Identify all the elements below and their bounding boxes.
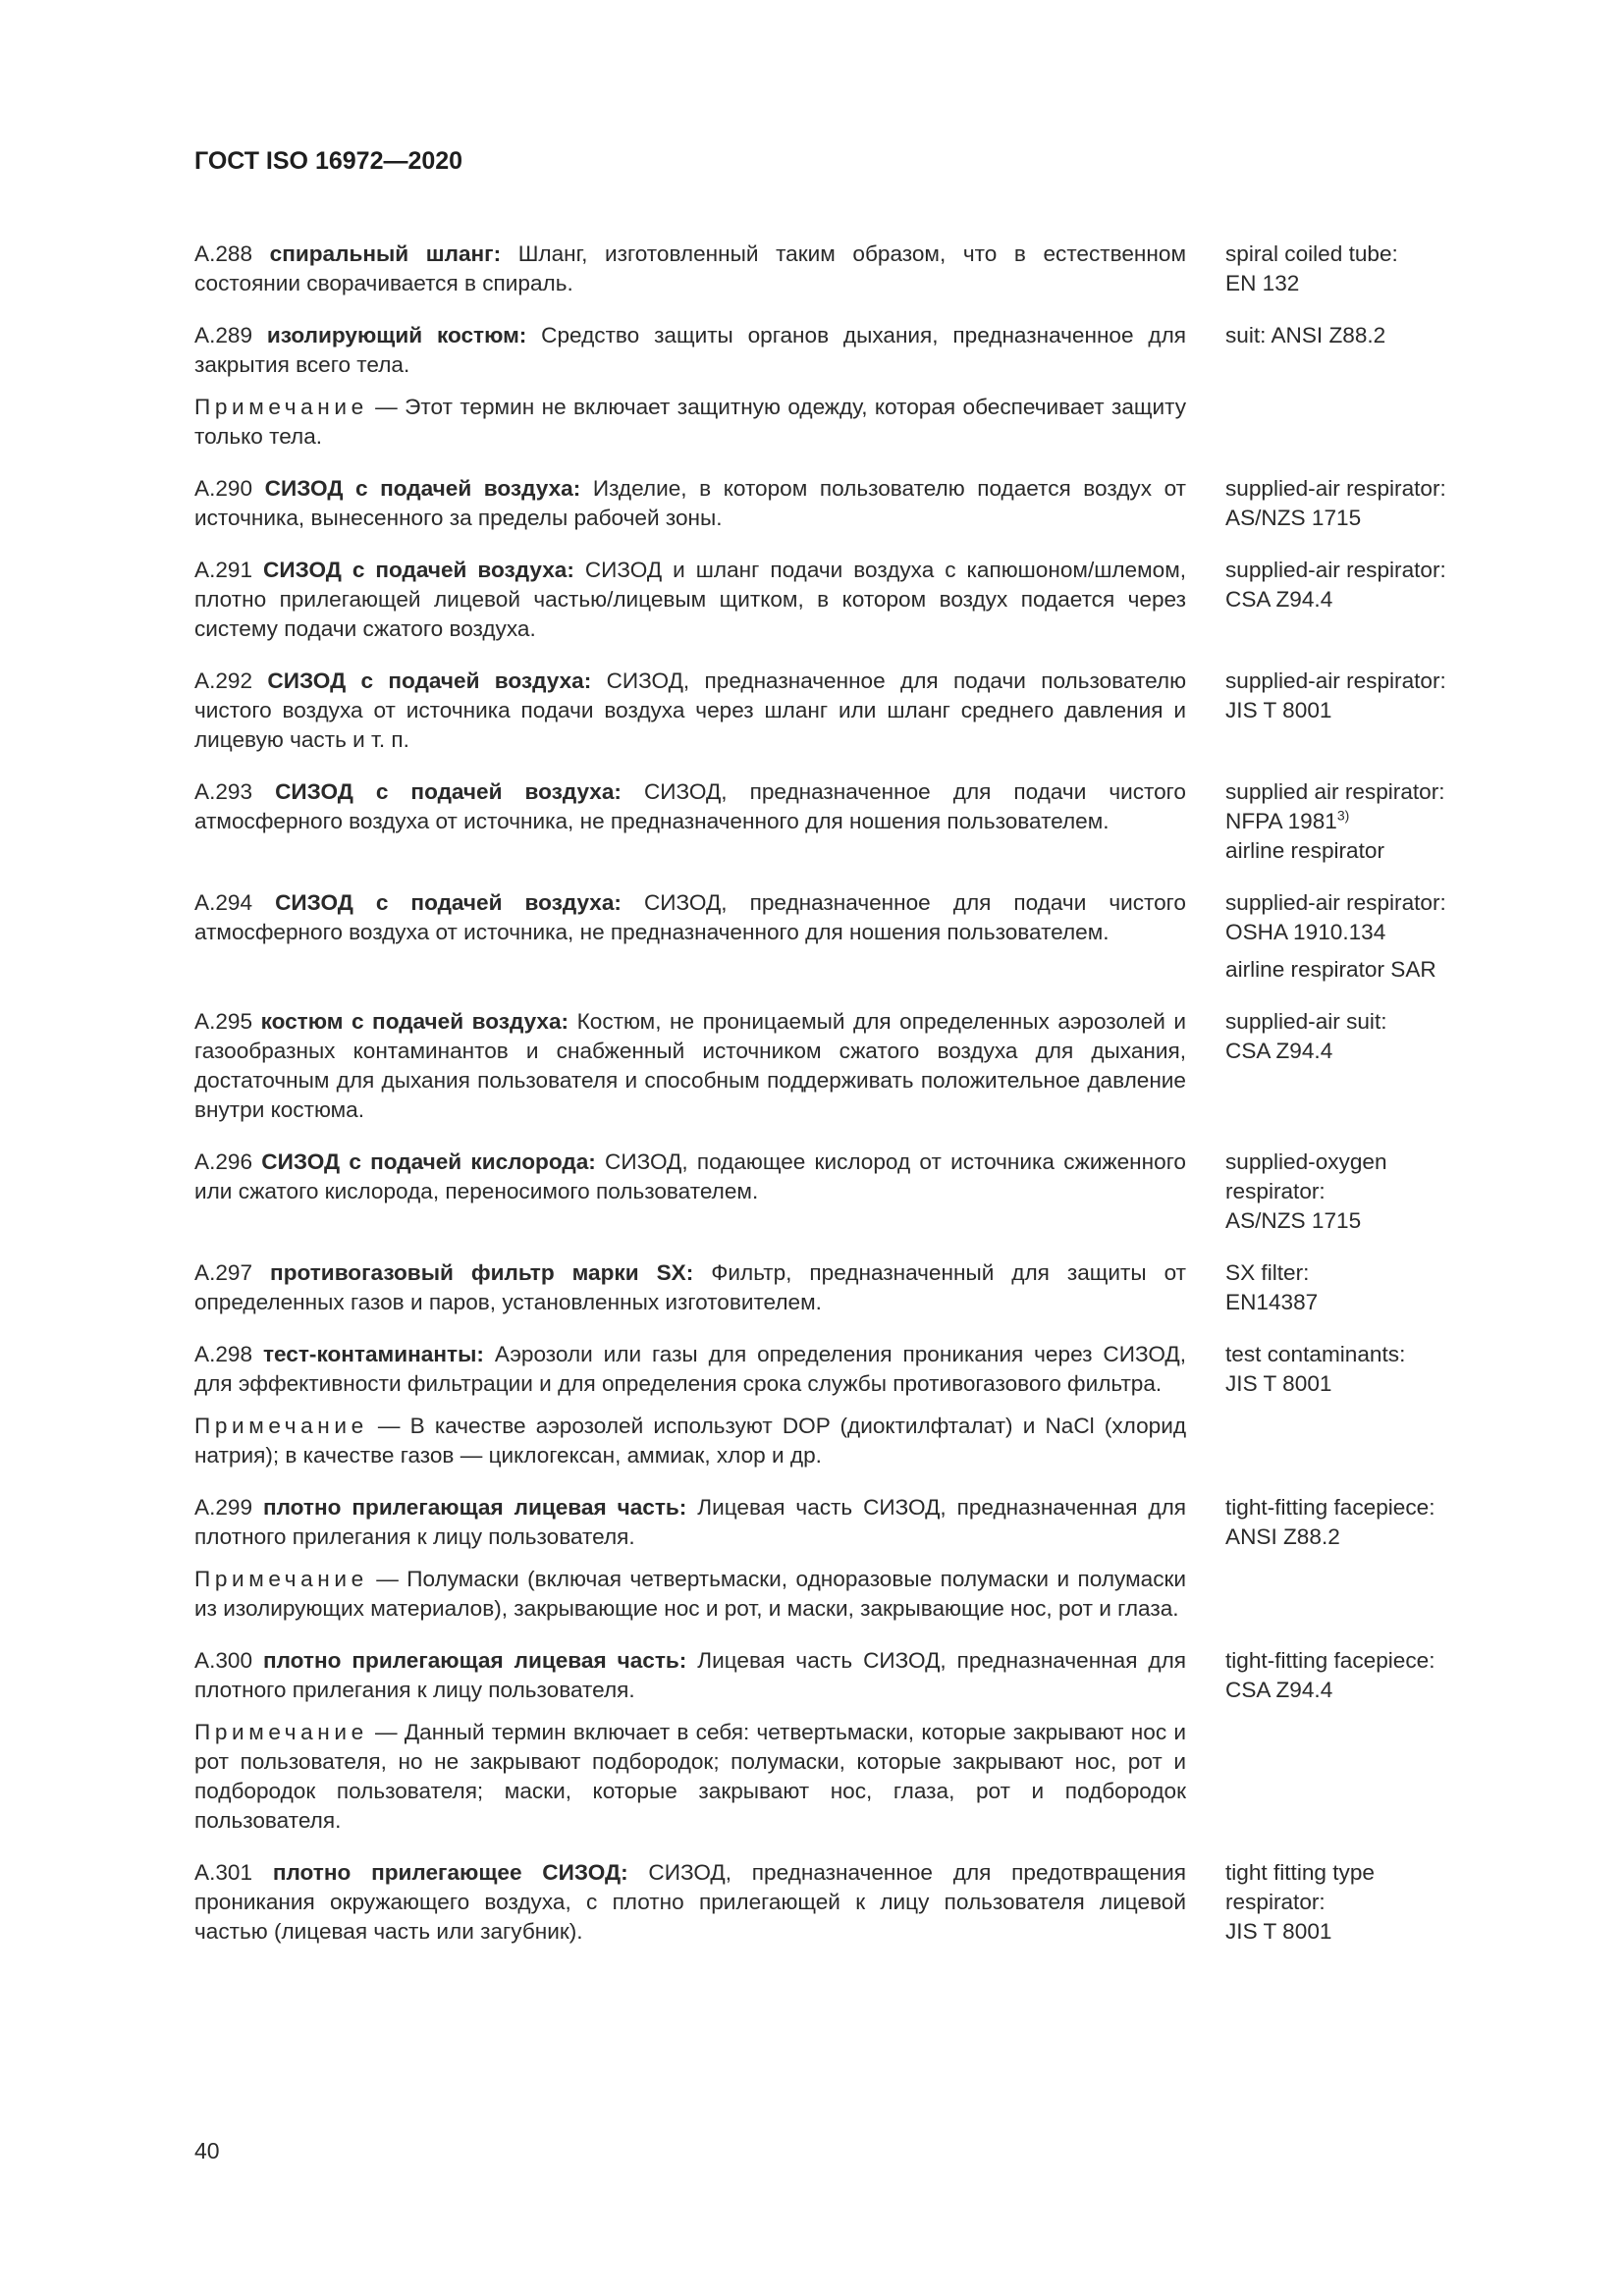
term-number: A.299: [194, 1495, 253, 1520]
term-definition: [194, 1258, 1186, 1317]
en-source: JIS T 8001: [1225, 1371, 1332, 1396]
note-label: Примечание: [194, 1414, 368, 1438]
term-definition: [194, 888, 1186, 985]
en-term-cont: respirator:: [1225, 1890, 1326, 1914]
term-text: Костюм, не проницаемый для определенных аэрозолей и газообразных контаминантов и снабженный источником сжатого воздуха для дыхания, достаточным для дыхания пользователя и способным поддерживать положительное давление внутри костюма.: [194, 1009, 1186, 1122]
note-text: — В качестве аэрозолей используют DOP (диоктилфталат) и NaCl (хлорид натрия); в качестве газов — циклогексан, аммиак, хлор и др.: [194, 1414, 1186, 1468]
term-entry-a291: [194, 556, 1490, 644]
english-equivalent: [1225, 667, 1490, 755]
term-name: плотно прилегающая лицевая часть:: [262, 1495, 687, 1520]
en-term: supplied-air respirator:: [1225, 558, 1446, 582]
term-name: СИЗОД с подачей воздуха:: [264, 476, 581, 501]
en-source: AS/NZS 1715: [1225, 1208, 1362, 1233]
term-name: противогазовый фильтр марки SX:: [270, 1260, 694, 1285]
term-entry-a288: [194, 240, 1490, 298]
term-definition: [194, 1148, 1186, 1236]
term-text: Средство защиты органов дыхания, предназначенное для закрытия всего тела.: [194, 323, 1186, 377]
en-term: tight-fitting facepiece:: [1225, 1648, 1435, 1673]
en-source: CSA Z94.4: [1225, 587, 1333, 612]
term-name: тест-контаминанты:: [262, 1342, 484, 1366]
note-text: — Этот термин не включает защитную одежду, которая обеспечивает защиту только тела.: [194, 395, 1186, 449]
english-equivalent: [1225, 777, 1490, 866]
english-equivalent: [1225, 321, 1490, 380]
en-term: SX filter:: [1225, 1260, 1310, 1285]
en-source: ANSI Z88.2: [1225, 1524, 1340, 1549]
term-text: Изделие, в котором пользователю подается воздух от источника, вынесенного за пределы рабочей зоны.: [194, 476, 1187, 530]
term-definition: [194, 474, 1186, 533]
term-number: A.292: [194, 668, 253, 693]
term-text: СИЗОД, предназначенное для предотвращения проникания окружающего воздуха, с плотно прилегающей к лицу пользователя лицевой частью (лицевая часть или загубник).: [194, 1860, 1186, 1944]
term-text: Лицевая часть СИЗОД, предназначенная для плотного прилегания к лицу пользователя.: [194, 1648, 1187, 1702]
term-definition: [194, 1007, 1186, 1125]
term-text: Фильтр, предназначенный для защиты от определенных газов и паров, установленных изготовителем.: [194, 1260, 1187, 1314]
en-source: AS/NZS 1715: [1225, 506, 1362, 530]
terms-list: [194, 240, 1490, 1969]
term-entry-a292: [194, 667, 1490, 755]
term-name: плотно прилегающая лицевая часть:: [262, 1648, 687, 1673]
term-name: спиральный шланг:: [269, 241, 502, 266]
english-equivalent: [1225, 1258, 1490, 1317]
term-number: A.294: [194, 890, 253, 915]
term-text: Аэрозоли или газы для определения проникания через СИЗОД, для эффективности фильтрации и для определения срока службы противогазового фильтра.: [194, 1342, 1187, 1396]
term-definition: [194, 1493, 1186, 1552]
en-term: supplied-air suit:: [1225, 1009, 1387, 1034]
note-label: Примечание: [194, 1567, 368, 1591]
term-text: СИЗОД и шланг подачи воздуха с капюшоном/шлемом, плотно прилегающей лицевой частью/лицевым щитком, в котором воздух подается через систему подачи сжатого воздуха.: [194, 558, 1187, 641]
en-source: EN14387: [1225, 1290, 1319, 1314]
term-number: A.293: [194, 779, 253, 804]
en-term: supplied-air respirator:: [1225, 890, 1446, 915]
term-entry-a294: [194, 888, 1490, 985]
term-entry-a295: [194, 1007, 1490, 1125]
en-term-alt: airline respirator SAR: [1225, 957, 1436, 982]
term-number: A.291: [194, 558, 253, 582]
en-term: supplied-oxygen: [1225, 1149, 1387, 1174]
term-definition: [194, 777, 1186, 866]
english-equivalent: [1225, 1007, 1490, 1125]
term-text: Шланг, изготовленный таким образом, что в естественном состоянии сворачивается в спираль.: [194, 241, 1186, 295]
term-definition: [194, 240, 1186, 298]
term-definition: [194, 1858, 1186, 1947]
term-number: A.289: [194, 323, 253, 347]
term-entry-a293: [194, 777, 1490, 866]
term-text: СИЗОД, предназначенное для подачи чистого атмосферного воздуха от источника, не предназначенного для ношения пользователем.: [194, 890, 1186, 944]
term-number: A.297: [194, 1260, 253, 1285]
note: [194, 393, 1186, 452]
note-label: Примечание: [194, 395, 368, 419]
term-definition: [194, 556, 1186, 644]
en-source: JIS T 8001: [1225, 1919, 1332, 1944]
english-equivalent: [1225, 1493, 1490, 1552]
term-name: СИЗОД с подачей воздуха:: [275, 890, 622, 915]
english-equivalent: [1225, 888, 1490, 985]
english-equivalent: [1225, 240, 1490, 298]
term-number: A.301: [194, 1860, 253, 1885]
term-entry-a296: [194, 1148, 1490, 1236]
english-equivalent: [1225, 1646, 1490, 1705]
en-term: supplied-air respirator:: [1225, 476, 1446, 501]
note-text: — Полумаски (включая четвертьмаски, одноразовые полумаски и полумаски из изолирующих материалов), закрывающие нос и рот, и маски, закрывающие нос, рот и глаза.: [194, 1567, 1186, 1621]
page-header: ГОСТ ISO 16972—2020: [194, 147, 463, 175]
en-source: OSHA 1910.134: [1225, 920, 1386, 944]
en-term-cont: respirator:: [1225, 1179, 1326, 1203]
english-equivalent: [1225, 474, 1490, 533]
term-number: A.298: [194, 1342, 253, 1366]
term-text: СИЗОД, предназначенное для подачи чистого атмосферного воздуха от источника, не предназначенного для ношения пользователем.: [194, 779, 1186, 833]
term-text: Лицевая часть СИЗОД, предназначенная для плотного прилегания к лицу пользователя.: [194, 1495, 1187, 1549]
term-definition: [194, 667, 1186, 755]
en-term-alt: airline respirator: [1225, 838, 1384, 863]
term-number: A.300: [194, 1648, 253, 1673]
term-entry-a289: [194, 321, 1490, 380]
footnote-ref: 3): [1336, 807, 1350, 824]
en-term: supplied air respirator:: [1225, 779, 1445, 804]
term-entry-a300: [194, 1646, 1490, 1705]
en-term: test contaminants:: [1225, 1342, 1406, 1366]
en-term: tight-fitting facepiece:: [1225, 1495, 1435, 1520]
term-name: костюм с подачей воздуха:: [260, 1009, 569, 1034]
note-label: Примечание: [194, 1720, 368, 1744]
term-entry-a290: [194, 474, 1490, 533]
note: [194, 1565, 1186, 1624]
term-name: СИЗОД с подачей воздуха:: [275, 779, 622, 804]
en-source: EN 132: [1225, 271, 1300, 295]
term-entry-a298: [194, 1340, 1490, 1399]
en-term: supplied-air respirator:: [1225, 668, 1446, 693]
english-equivalent: [1225, 556, 1490, 644]
term-definition: [194, 1340, 1186, 1399]
term-entry-a301: [194, 1858, 1490, 1947]
note-text: — Данный термин включает в себя: четвертьмаски, которые закрывают нос и рот пользователя, но не закрывают подбородок; полумаски, которые закрывают нос, рот и подбородок пользователя; маски, которые закрывают нос, глаза, рот и подбородок пользователя.: [194, 1720, 1186, 1833]
en-source: [1225, 807, 1490, 836]
en-term: spiral coiled tube:: [1225, 241, 1398, 266]
en-source: CSA Z94.4: [1225, 1678, 1333, 1702]
term-name: СИЗОД с подачей воздуха:: [267, 668, 592, 693]
note: [194, 1412, 1186, 1470]
en-term: tight fitting type: [1225, 1860, 1375, 1885]
term-name: плотно прилегающее СИЗОД:: [272, 1860, 628, 1885]
term-text: СИЗОД, предназначенное для подачи пользователю чистого воздуха от источника подачи воздуха через шланг или шланг среднего давления и лицевую часть и т. п.: [194, 668, 1187, 752]
term-text: СИЗОД, подающее кислород от источника сжиженного или сжатого кислорода, переносимого пользователем.: [194, 1149, 1187, 1203]
term-entry-a297: [194, 1258, 1490, 1317]
en-term: suit: ANSI Z88.2: [1225, 323, 1386, 347]
term-number: A.288: [194, 241, 253, 266]
english-equivalent: [1225, 1858, 1490, 1947]
term-number: A.296: [194, 1149, 253, 1174]
term-name: изолирующий костюм:: [266, 323, 527, 347]
term-name: СИЗОД с подачей воздуха:: [263, 558, 574, 582]
note: [194, 1718, 1186, 1836]
en-source-text: NFPA 1981: [1225, 809, 1337, 833]
english-equivalent: [1225, 1148, 1490, 1236]
en-source: JIS T 8001: [1225, 698, 1332, 722]
english-equivalent: [1225, 1340, 1490, 1399]
term-definition: [194, 1646, 1186, 1705]
term-definition: [194, 321, 1186, 380]
term-entry-a299: [194, 1493, 1490, 1552]
page-number: 40: [194, 2138, 220, 2163]
term-number: A.295: [194, 1009, 253, 1034]
term-name: СИЗОД с подачей кислорода:: [261, 1149, 596, 1174]
term-number: A.290: [194, 476, 253, 501]
en-source: CSA Z94.4: [1225, 1039, 1333, 1063]
